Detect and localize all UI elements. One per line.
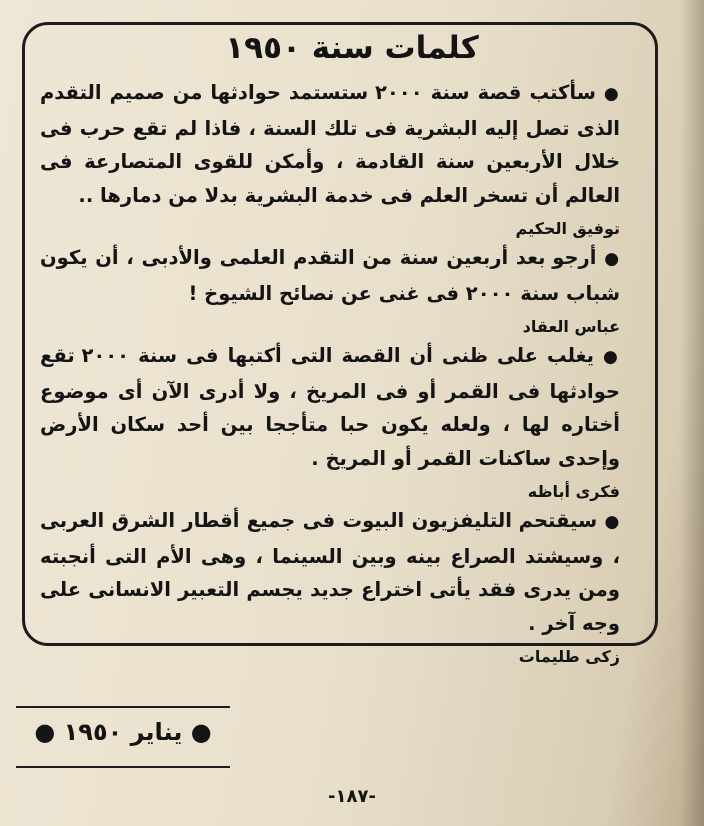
quote-text-content: أرجو بعد أربعين سنة من التقدم العلمى والأدبى ، أن يكون شباب سنة ٢٠٠٠ فى غنى عن نصائح الشيوخ ! xyxy=(40,246,620,305)
bullet-icon: ● xyxy=(604,512,620,532)
page-number: -١٨٧- xyxy=(328,786,376,807)
quote-author: زكى طليمات xyxy=(518,647,620,666)
page-edge-shadow xyxy=(680,0,704,826)
article-body xyxy=(40,76,620,669)
issue-date: ● يناير ١٩٥٠ ● xyxy=(34,718,212,746)
quote-text-content: يغلب على ظنى أن القصة التى أكتبها فى سنة ٢٠٠٠ تقع حوادثها فى القمر أو فى المريخ ، ولا أدرى الآن أى موضوع أختاره لها ، ولعله يكون حبا متأججا بين أحد سكان الأرض وإحدى ساكنات القمر أو المريخ . xyxy=(40,344,620,470)
quote-block xyxy=(40,504,620,669)
quote-author: عباس العقاد xyxy=(522,317,620,336)
quote-text-content: سيقتحم التليفزيون البيوت فى جميع أقطار الشرق العربى ، وسيشتد الصراع بينه وبين السينما ، وهى الأم التى أنجبته ومن يدرى فقد يأتى اختراع جديد يجسم التعبير الانسانى على وجه آخر . xyxy=(40,509,620,635)
quote-text xyxy=(40,339,620,475)
article-title: كلمات سنة ١٩٥٠ xyxy=(225,30,479,66)
bullet-icon: ● xyxy=(603,84,620,104)
bullet-icon: ● xyxy=(602,347,620,367)
quote-block xyxy=(40,241,620,339)
quote-author: توفيق الحكيم xyxy=(515,219,620,238)
quote-text xyxy=(40,241,620,310)
date-rule-bottom xyxy=(16,766,230,768)
quote-author: فكرى أباظه xyxy=(527,482,620,501)
bullet-icon: ● xyxy=(604,249,620,269)
quote-block xyxy=(40,339,620,504)
quote-text-content: سأكتب قصة سنة ٢٠٠٠ ستستمد حوادثها من صميم التقدم الذى تصل إليه البشرية فى تلك السنة ، فاذا لم تقع حرب فى خلال الأربعين سنة القادمة ، وأمكن للقوى المتصارعة فى العالم أن تسخر العلم فى خدمة البشرية بدلا من دمارها .. xyxy=(40,81,620,207)
quote-text xyxy=(40,504,620,640)
date-rule-top xyxy=(16,706,230,708)
quote-text xyxy=(40,76,620,212)
quote-block xyxy=(40,76,620,241)
